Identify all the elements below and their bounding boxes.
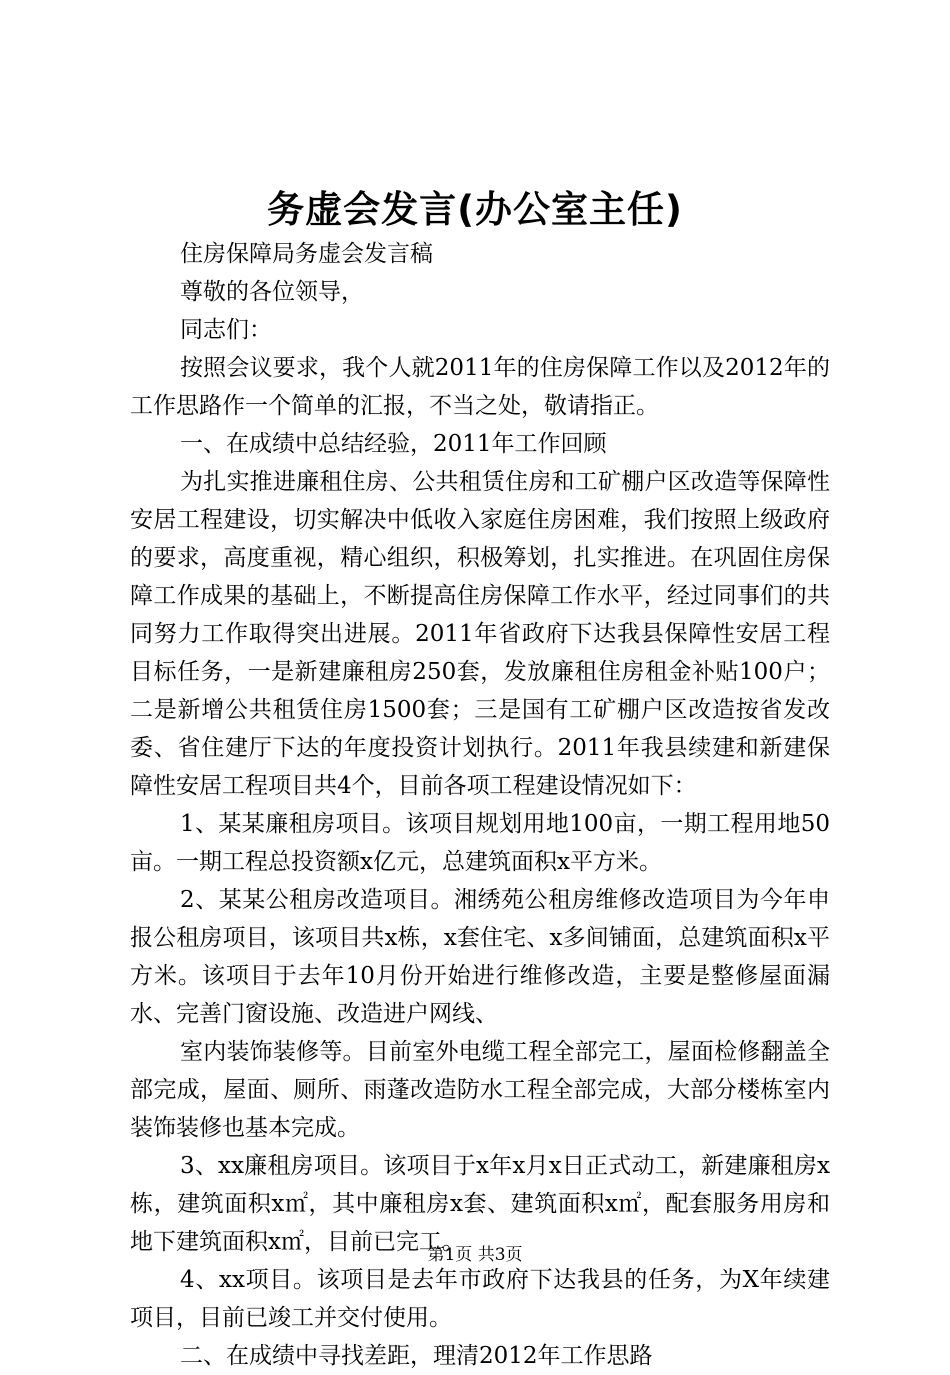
section-heading: 一、在成绩中总结经验，2011年工作回顾 [180,431,607,457]
list-item: 2、某某公租房改造项目。湘绣苑公租房维修改造项目为今年申报公租房项目，该项目共x栋，x套住宅、x多间铺面，总建筑面积x平方米。该项目于去年10月份开始进行维修改造，主要是整修屋面漏水、完善门窗设施、改造进户网线、 [130,887,830,1027]
paragraph: 同志们： [180,317,272,343]
paragraph: 室内装饰装修等。目前室外电缆工程全部完工，屋面检修翻盖全部完成，屋面、厕所、雨蓬改造防水工程全部完成，大部分楼栋室内装饰装修也基本完成。 [130,1039,830,1141]
paragraph: 尊敬的各位领导， [180,279,364,305]
paragraph: 为扎实推进廉租住房、公共租赁住房和工矿棚户区改造等保障性安居工程建设，切实解决中低收入家庭住房困难，我们按照上级政府的要求，高度重视，精心组织，积极筹划，扎实推进。在巩固住房保障工作成果的基础上，不断提高住房保障工作水平，经过同事们的共同努力工作取得突出进展。2011年省政府下达我县保障性安居工程目标任务，一是新建廉租房250套，发放廉租住房租金补贴100户；二是新增公共租赁住房1500套；三是国有工矿棚户区改造按省发改委、省住建厅下达的年度投资计划执行。2011年我县续建和新建保障性安居工程项目共4个，目前各项工程建设情况如下： [130,469,830,799]
document-body [130,235,830,1375]
paragraph: 住房保障局务虚会发言稿 [180,241,433,267]
section-heading: 二、在成绩中寻找差距，理清2012年工作思路 [180,1343,653,1369]
list-item: 1、某某廉租房项目。该项目规划用地100亩，一期工程用地50亩。一期工程总投资额x亿元，总建筑面积x平方米。 [130,811,830,875]
list-item: 4、xx项目。该项目是去年市政府下达我县的任务，为X年续建项目，目前已竣工并交付使用。 [130,1267,830,1331]
document-title: 务虚会发言(办公室主任) [267,188,683,231]
list-item: 3、xx廉租房项目。该项目于x年x月x日正式动工，新建廉租房x栋，建筑面积x㎡，其中廉租房x套、建筑面积x㎡，配套服务用房和地下建筑面积x㎡，目前已完工。 [130,1153,830,1255]
page-number: 第1页 共3页 [427,1245,523,1265]
paragraph: 按照会议要求，我个人就2011年的住房保障工作以及2012年的工作思路作一个简单的汇报，不当之处，敬请指正。 [130,355,830,419]
